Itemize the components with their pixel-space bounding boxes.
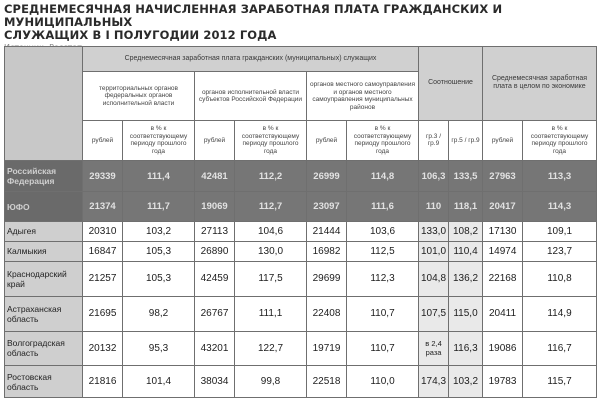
cell-value: 38034 — [195, 366, 235, 398]
cell-value: 136,2 — [449, 261, 483, 296]
cell-value: 104,8 — [419, 261, 449, 296]
cell-value: 112,2 — [235, 160, 307, 192]
cell-value: 21374 — [83, 192, 123, 222]
cell-value: 21444 — [307, 221, 347, 241]
header-ratio-a: гр.3 / гр.9 — [419, 120, 449, 160]
table-title-line-2: СЛУЖАЩИХ В I ПОЛУГОДИИ 2012 ГОДА — [4, 28, 277, 42]
cell-value: 106,3 — [419, 160, 449, 192]
cell-value: 130,0 — [235, 241, 307, 261]
cell-value: 23097 — [307, 192, 347, 222]
cell-value: 133,5 — [449, 160, 483, 192]
cell-value: 21816 — [83, 366, 123, 398]
header-group-regional: органов исполнительной власти субъектов Российской Федерации — [195, 72, 307, 120]
row-region: Астраханская область — [5, 296, 83, 331]
header-group-municipal: органов местного самоуправления и органов местного самоуправления муниципальных районов — [307, 72, 419, 120]
header-pct: в % к соответствующему периоду прошлого года — [235, 120, 307, 160]
header-pct: в % к соответствующему периоду прошлого года — [123, 120, 195, 160]
table-row — [5, 192, 597, 222]
header-rubles: рублей — [307, 120, 347, 160]
cell-value: в 2,4 раза — [419, 331, 449, 366]
row-region: Калмыкия — [5, 241, 83, 261]
cell-value: 101,0 — [419, 241, 449, 261]
cell-value: 19719 — [307, 331, 347, 366]
header-group-ratio: Соотношение — [419, 47, 483, 121]
cell-value: 27963 — [483, 160, 523, 192]
cell-value: 110,4 — [449, 241, 483, 261]
row-region: Краснодарский край — [5, 261, 83, 296]
header-corner — [5, 47, 83, 161]
table-row — [5, 261, 597, 296]
header-rubles: рублей — [83, 120, 123, 160]
cell-value: 108,2 — [449, 221, 483, 241]
cell-value: 19069 — [195, 192, 235, 222]
cell-value: 112,3 — [347, 261, 419, 296]
cell-value: 21695 — [83, 296, 123, 331]
cell-value: 123,7 — [523, 241, 597, 261]
cell-value: 110 — [419, 192, 449, 222]
cell-value: 16847 — [83, 241, 123, 261]
cell-value: 111,1 — [235, 296, 307, 331]
header-pct: в % к соответствующему периоду прошлого года — [347, 120, 419, 160]
cell-value: 21257 — [83, 261, 123, 296]
cell-value: 26767 — [195, 296, 235, 331]
cell-value: 104,6 — [235, 221, 307, 241]
cell-value: 29339 — [83, 160, 123, 192]
cell-value: 29699 — [307, 261, 347, 296]
cell-value: 110,8 — [523, 261, 597, 296]
cell-value: 42481 — [195, 160, 235, 192]
cell-value: 111,7 — [123, 192, 195, 222]
cell-value: 19783 — [483, 366, 523, 398]
cell-value: 20411 — [483, 296, 523, 331]
cell-value: 116,3 — [449, 331, 483, 366]
cell-value: 112,5 — [347, 241, 419, 261]
cell-value: 133,0 — [419, 221, 449, 241]
cell-value: 27113 — [195, 221, 235, 241]
cell-value: 110,7 — [347, 296, 419, 331]
cell-value: 99,8 — [235, 366, 307, 398]
cell-value: 112,7 — [235, 192, 307, 222]
table-row — [5, 221, 597, 241]
cell-value: 103,2 — [123, 221, 195, 241]
table-row — [5, 160, 597, 192]
cell-value: 115,7 — [523, 366, 597, 398]
header-pct: в % к соответствующему периоду прошлого года — [523, 120, 597, 160]
cell-value: 116,7 — [523, 331, 597, 366]
cell-value: 115,0 — [449, 296, 483, 331]
cell-value: 111,6 — [347, 192, 419, 222]
table-row — [5, 296, 597, 331]
table-title-line-1: СРЕДНЕМЕСЯЧНАЯ НАЧИСЛЕННАЯ ЗАРАБОТНАЯ ПЛАТА ГРАЖДАНСКИХ И МУНИЦИПАЛЬНЫХ — [4, 2, 503, 29]
table-row — [5, 331, 597, 366]
cell-value: 26890 — [195, 241, 235, 261]
cell-value: 118,1 — [449, 192, 483, 222]
cell-value: 114,9 — [523, 296, 597, 331]
cell-value: 14974 — [483, 241, 523, 261]
header-ratio-b: гр.5 / гр.9 — [449, 120, 483, 160]
cell-value: 114,3 — [523, 192, 597, 222]
cell-value: 98,2 — [123, 296, 195, 331]
cell-value: 110,0 — [347, 366, 419, 398]
cell-value: 17130 — [483, 221, 523, 241]
cell-value: 174,3 — [419, 366, 449, 398]
cell-value: 26999 — [307, 160, 347, 192]
cell-value: 20417 — [483, 192, 523, 222]
title-block — [4, 3, 596, 52]
row-region: ЮФО — [5, 192, 83, 222]
cell-value: 109,1 — [523, 221, 597, 241]
cell-value: 20310 — [83, 221, 123, 241]
header-rubles: рублей — [483, 120, 523, 160]
cell-value: 103,6 — [347, 221, 419, 241]
cell-value: 110,7 — [347, 331, 419, 366]
header-group-main: Среднемесячная заработная плата гражданских (муниципальных) служащих — [83, 47, 419, 72]
row-region: Волгоградская область — [5, 331, 83, 366]
row-region: Российская Федерация — [5, 160, 83, 192]
cell-value: 105,3 — [123, 241, 195, 261]
cell-value: 103,2 — [449, 366, 483, 398]
cell-value: 43201 — [195, 331, 235, 366]
table-row — [5, 241, 597, 261]
header-rubles: рублей — [195, 120, 235, 160]
cell-value: 111,4 — [123, 160, 195, 192]
cell-value: 16982 — [307, 241, 347, 261]
row-region: Адыгея — [5, 221, 83, 241]
cell-value: 22168 — [483, 261, 523, 296]
cell-value: 101,4 — [123, 366, 195, 398]
cell-value: 19086 — [483, 331, 523, 366]
cell-value: 20132 — [83, 331, 123, 366]
salary-table — [4, 46, 597, 398]
cell-value: 42459 — [195, 261, 235, 296]
row-region: Ростовская область — [5, 366, 83, 398]
cell-value: 95,3 — [123, 331, 195, 366]
cell-value: 117,5 — [235, 261, 307, 296]
header-group-federal: территориальных органов федеральных органов исполнительной власти — [83, 72, 195, 120]
cell-value: 122,7 — [235, 331, 307, 366]
cell-value: 113,3 — [523, 160, 597, 192]
cell-value: 114,8 — [347, 160, 419, 192]
cell-value: 107,5 — [419, 296, 449, 331]
header-group-avg: Среднемесячная заработная плата в целом по экономике — [483, 47, 597, 121]
cell-value: 22518 — [307, 366, 347, 398]
cell-value: 105,3 — [123, 261, 195, 296]
table-row — [5, 366, 597, 398]
cell-value: 22408 — [307, 296, 347, 331]
